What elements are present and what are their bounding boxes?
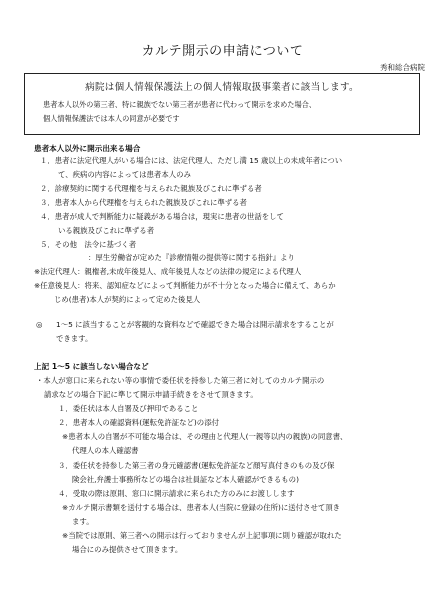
notice-body [43,98,415,126]
section2-line: ます。 [72,517,94,526]
section1-line: ４．患者が成人で判断能力に疑義がある場合は，現実に患者の世話をして [40,212,284,221]
notice-heading: 病院は個人情報保護法上の個人情報取扱事業者に該当します。 [85,82,359,93]
section1-line: ３．患者本人から代理権を与えられた親族及びこれに準ずる者 [40,198,247,207]
note-line: 1～5 に該当することが客観的な資料などで確認できた場合は開示請求をすることが [56,320,334,329]
hospital-name: 秀和総合病院 [380,63,425,72]
section2-line: 代理人の本人確認書 [72,446,139,455]
section2-line: ※カルテ開示書類を送付する場合は、患者本人(当院に登録の住所)に送付させて頂き [62,503,341,512]
section2-line: ４．受取の際は原則、窓口に開示請求に来られた方のみにお渡しします [58,489,295,498]
section1-line: て、疾病の内容によっては患者本人のみ [58,170,191,179]
section2-line: 場合にのみ提供させて頂きます。 [72,545,183,554]
notice-box [24,73,420,135]
section2-line: ２．患者本人の確認資料(運転免許証など)の添付 [58,418,219,427]
section1-line: ５．その他 法令に基づく者 [40,240,137,249]
section1-line: ：厚生労働省が定めた『診療情報の提供等に関する指針』より [88,253,295,262]
section2-line: ※患者本人の自署が不可能な場合は、その理由と代理人(一親等以内の親族)の同意書、 [62,432,348,441]
section2-line: ３．委任状を持参した第三者の身元確認書(運転免許証など顔写真付きのもの及び保 [58,461,335,470]
section2-heading: 上記 1～5 に該当しない場合など [34,362,149,371]
section1-line: いる親族及びこれに準ずる者 [58,226,155,235]
section2-line: １．委任状は本人自署及び押印であること [58,404,199,413]
section1-line: １．患者に法定代理人がいる場合には、法定代理人、ただし満 15 歳以上の未成年者につい [40,156,343,165]
section1-line: ２．診療契約に関する代理権を与えられた親族及びこれに準ずる者 [40,184,262,193]
section2-line: ※当院では原則、第三者への開示は行っておりませんが上記事項に則り確認が取れた [62,531,342,540]
document-title: カルテ開示の申請について [141,44,304,59]
note-line: できます。 [56,334,93,343]
note-mark: ◎ [36,320,43,329]
section1-line: じめ(患者)本人が契約によって定めた後見人 [54,295,201,304]
section1-heading: 患者本人以外に開示出来る場合 [34,144,141,153]
notice-line: 個人情報保護法では本人の同意が必要です [43,114,180,123]
section1-line: ※法定代理人：親権者,未成年後見人、成年後見人などの法律の規定による代理人 [34,267,302,276]
section1-line: ※任意後見人：将来、認知症などによって判断能力が不十分となった場合に備えて、あらか [34,281,336,290]
section2-line: 請求などの場合下記に準じて開示申請手続きをさせて頂きます。 [44,390,258,399]
section2-line: ・本人が窓口に来られない等の事情で委任状を持参した第三者に対してのカルテ開示の [36,376,325,385]
notice-line: 患者本人以外の第三者、特に親族でない第三者が患者に代わって開示を求めた場合、 [43,100,317,109]
section2-line: 険会社,弁護士事務所などの場合は社員証など本人確認ができるもの) [72,475,299,484]
